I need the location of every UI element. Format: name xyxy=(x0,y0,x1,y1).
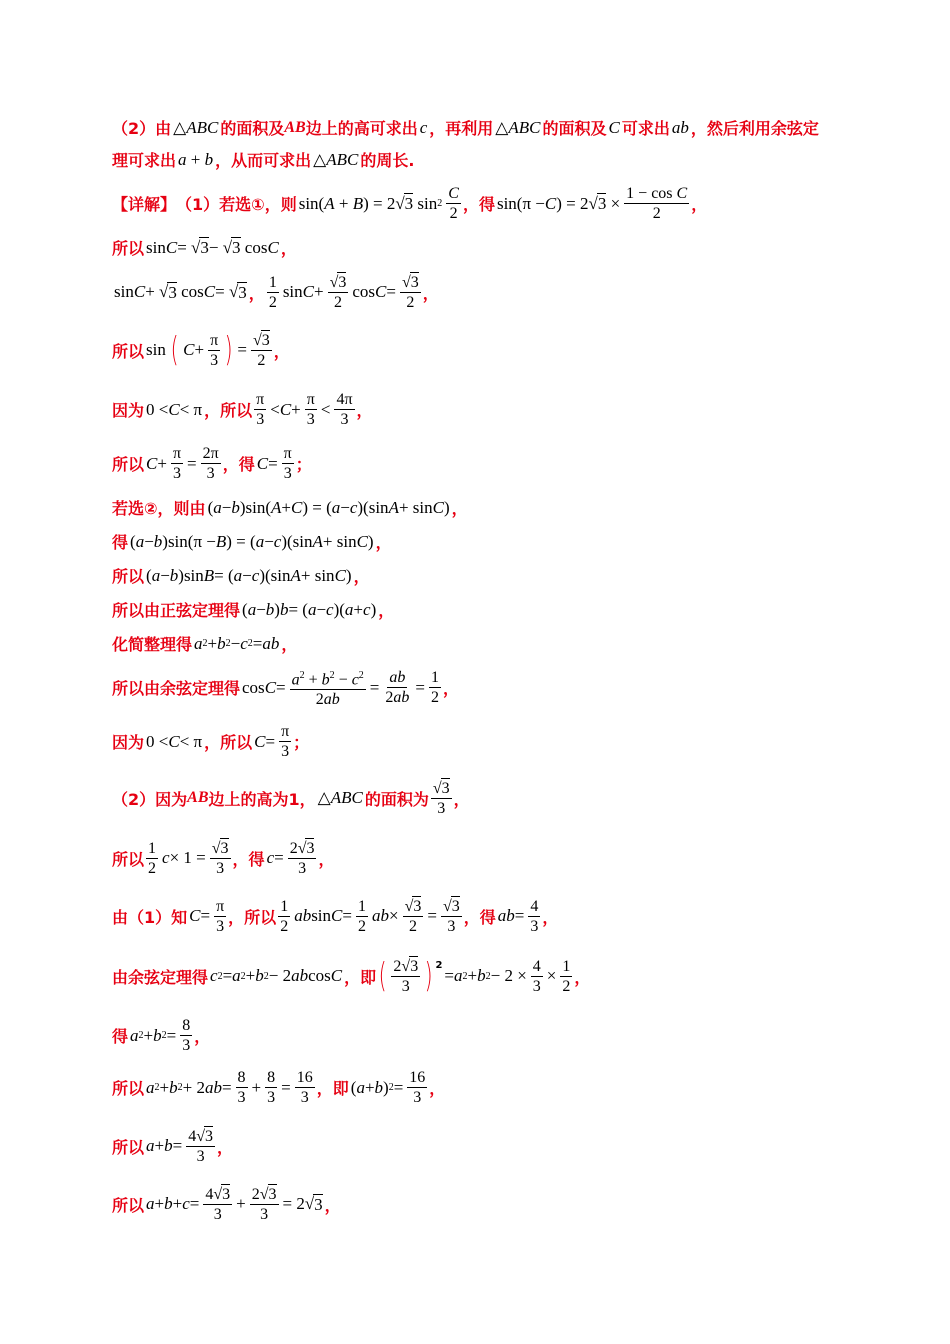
hint-line-1: （2）由 △ ABC 的面积及 AB 边上的高可求出 c ，再利用 △ ABC 的面积及 C 可求出 ab ，然后利用余弦定 xyxy=(112,117,819,138)
detail-line-18: 得 a 2 + b 2 = $\frac{8}{3}$ ， xyxy=(112,1017,211,1054)
detail-line-20: 所以 a + b = $\frac{4√3}{3}$ ， xyxy=(112,1128,233,1165)
detail-line-10: 所以由正弦定理得 ( a − b ) b = ( a − c )( a + c ) ， xyxy=(112,599,395,620)
detail-line-4: 所以 sin ( C + $\frac{\pi}{3}$ ) = $\frac{√3}{2}$ ， xyxy=(112,330,290,370)
detail-line-3: sin C + √ 3 cos C = √ 3 ， $\frac{1}{2}$ sin C + $\frac{√3}{2}$ cos C = $\frac{√3}{2}$ ， xyxy=(114,273,439,311)
detail-line-2: 所以 sin C = √ 3 − √ 3 cos C ， xyxy=(112,237,297,258)
detail-line-11: 化简整理得 a 2 + b 2 − c 2 = ab ， xyxy=(112,633,298,654)
detail-line-19: 所以 a 2 + b 2 + 2 ab = $\frac{8}{3}$ + $\frac{8}{3}$ = $\frac{16}{3}$ ， 即 ( a + b ) 2 = $\frac{16}{3}$ ， xyxy=(112,1069,446,1106)
detail-line-12: 所以由余弦定理得 cos C = $\frac{a^2 + b^2 - c^2}{2ab}$ = $\frac{ab}{2ab}$ = $\frac{1}{2}$ ， xyxy=(112,666,890,709)
detail-line-7: 若选②，则由 ( a − b )sin( A + C ) = ( a − c )(sin A + sin C ) ， xyxy=(112,497,468,518)
detail-line-14: （2）因为 AB 边上的高为1， △ ABC 的面积为 $\frac{√3}{3}$ ， xyxy=(112,780,470,817)
detail-line-5: 因为 0 < C < π ， 所以 $\frac{\pi}{3}$ < C + $\frac{\pi}{3}$ < $\frac{4\pi}{3}$ ， xyxy=(112,391,373,428)
hint-line-2: 理可求出 a + b ，从而可求出 △ ABC 的周长. xyxy=(112,149,415,170)
detail-line-13: 因为 0 < C < π ， 所以 C = $\frac{\pi}{3}$ ； xyxy=(112,723,310,760)
detail-line-17: 由余弦定理得 c 2 = a 2 + b 2 − 2 ab cos C ， 即 ( $\frac{2√3}{3}$ ) $^2$ = a 2 + b 2 − 2 × $\frac{4}{3}$ × $\frac{1}{2}$ ， xyxy=(112,956,591,996)
detail-line-8: 得 ( a − b )sin(π − B ) = ( a − c )(sin A + sin C ) ， xyxy=(112,531,392,552)
detail-line-16: 由（1）知 C = $\frac{\pi}{3}$ ， 所以 $\frac{1}{2}$ ab sin C = $\frac{1}{2}$ ab × $\frac{√3}{2}$ = $\frac{√3}{3}$ ， 得 ab = $\frac{4}{3}$ ， xyxy=(112,897,559,935)
detail-line-1: 【详解】 （1）若选①，则 sin( A + B ) = 2√ 3 sin 2 $\frac{C}{2}$ ， 得 sin(π − C ) = 2√ 3 × $\frac{\text{1 − cos C}}{2}$ ， xyxy=(112,185,708,222)
detail-line-15: 所以 $\frac{1}{2}$ c × 1 = $\frac{√3}{3}$ ， 得 c = $\frac{2√3}{3}$ ， xyxy=(112,839,335,877)
detail-line-6: 所以 C + $\frac{\pi}{3}$ = $\frac{2\pi}{3}$ ， 得 C = $\frac{\pi}{3}$ ； xyxy=(112,445,312,482)
detail-line-21: 所以 a + b + c = $\frac{4√3}{3}$ + $\frac{2√3}{3}$ = 2√ 3 ， xyxy=(112,1186,341,1223)
detail-line-9: 所以 ( a − b )sin B = ( a − c )(sin A + sin C ) ， xyxy=(112,565,370,586)
